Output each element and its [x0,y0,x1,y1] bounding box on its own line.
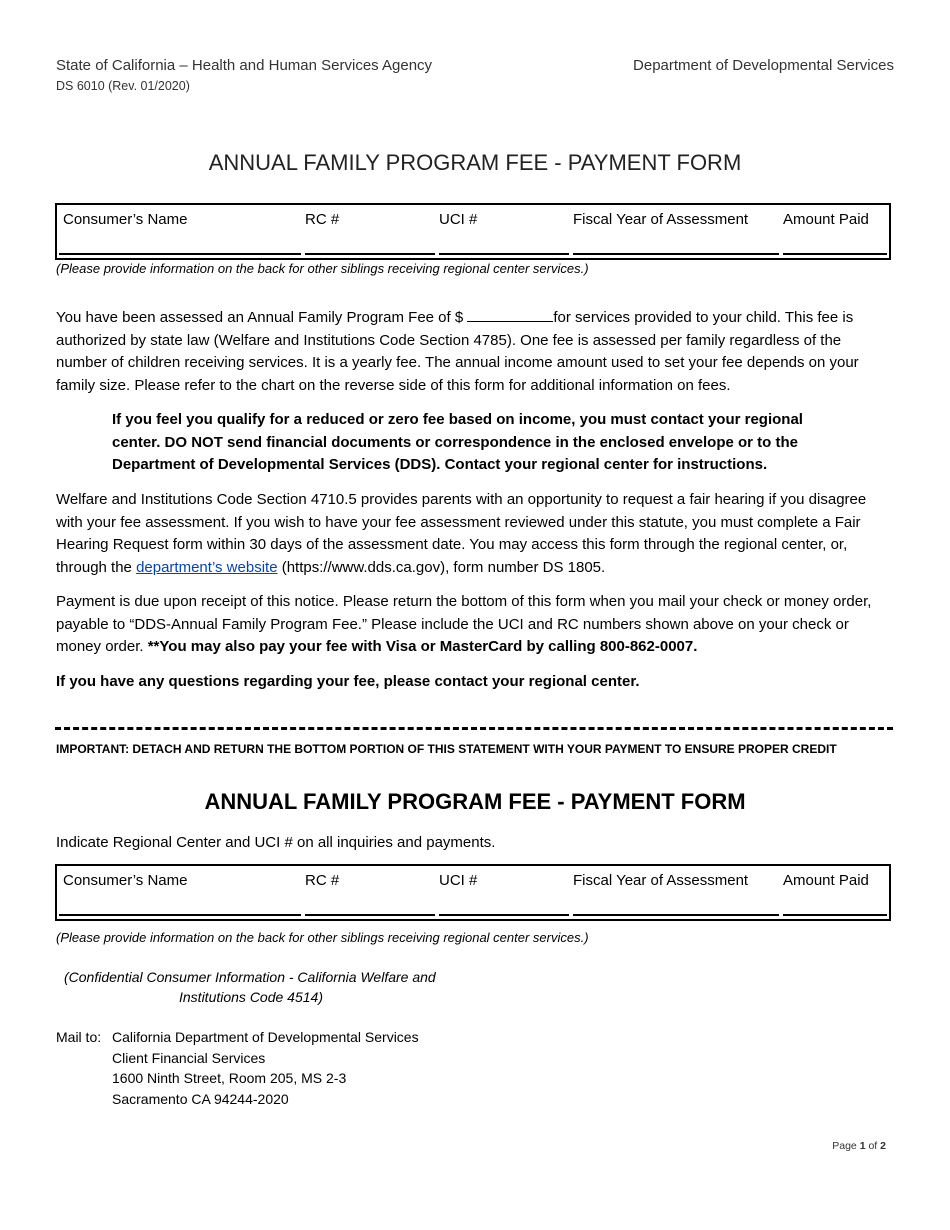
bottom-amount-paid-line [783,914,887,916]
bottom-form-table [55,864,891,921]
bottom-fiscal-year-column[interactable] [571,866,781,919]
amount-paid-column[interactable] [781,205,889,258]
fair-hearing-text: Welfare and Institutions Code Section 4710.5 provides parents with an opportunity to request a fair hearing if you disagree with your fee assessment. If you wish to have your fee assessment reviewed under this statute, you must complete a Fair Hearing Request form within 30 days of the assessment date. You may access this form through the regional center, or, through the [56,491,867,576]
payment-due-paragraph [56,591,892,659]
fair-hearing-end: (https://www.dds.ca.gov), form number DS 1805. [277,558,606,576]
bottom-rc-number-column[interactable] [303,866,437,919]
mail-address-line: Client Financial Services [112,1049,266,1066]
form-id: DS 6010 (Rev. 01/2020) [56,79,190,93]
department-name: Department of Developmental Services [633,57,894,74]
bottom-form-instruction: Indicate Regional Center and UCI # on all inquiries and payments. [56,834,496,851]
mail-address-line: California Department of Developmental Services [112,1029,419,1045]
bottom-fiscal-year-line [573,914,779,916]
top-form-title: ANNUAL FAMILY PROGRAM FEE - PAYMENT FORM [208,150,742,175]
page-current: 1 [859,1140,866,1152]
mail-to-label: Mail to: [56,1029,102,1045]
consumer-name-column[interactable] [57,205,303,258]
top-siblings-note: (Please provide information on the back for other siblings receiving regional center services.) [56,261,589,276]
fiscal-year-column[interactable] [571,205,781,258]
rc-number-column[interactable] [303,205,437,258]
uci-number-label: UCI # [439,211,478,228]
fee-paragraph-rest: for services provided to your child. This fee is authorized by state law (Welfare and Institutions Code Section 4785). One fee is assessed per family regardless of the number of children receiving services. It is a yearly fee. The annual income amount used to set your fee depends on your family size. Please refer to the chart on the reverse side of this form for additional information on fees. [56,309,859,394]
detach-dashed-line [55,727,893,730]
bottom-consumer-name-label: Consumer’s Name [63,872,188,889]
bottom-consumer-name-line [59,914,301,916]
bottom-uci-number-column[interactable] [437,866,571,919]
department-website-link[interactable]: department’s website [136,558,278,576]
page-word: Page [832,1140,857,1152]
fiscal-year-label: Fiscal Year of Assessment [573,211,749,228]
bottom-siblings-note: (Please provide information on the back for other siblings receiving regional center services.) [56,930,589,945]
top-form-table [55,203,891,260]
bottom-uci-number-label: UCI # [439,872,478,889]
card-payment-notice: **You may also pay your fee with Visa or MasterCard by calling 800-862-0007. [147,638,698,655]
bottom-consumer-name-column[interactable] [57,866,303,919]
bottom-amount-paid-label: Amount Paid [783,872,869,889]
confidential-line-1: (Confidential Consumer Information - California Welfare and [64,969,436,985]
reduced-fee-notice: If you feel you qualify for a reduced or zero fee based on income, you must contact your regional center. DO NOT send financial documents or correspondence in the enclosed envelope or to the Department of Developmental Services (DDS). Contact your regional center for instructions. [112,411,803,473]
page-of: of [868,1140,878,1152]
amount-paid-line [783,253,887,255]
questions-notice: If you have any questions regarding your fee, please contact your regional center. [56,673,640,690]
bottom-rc-number-label: RC # [305,872,340,889]
fiscal-year-line [573,253,779,255]
fee-assessment-paragraph [56,307,892,397]
bottom-uci-number-line [439,914,569,916]
fee-amount-blank[interactable] [467,307,553,322]
fee-paragraph-start: You have been assessed an Annual Family Program Fee of $ [56,309,468,326]
bottom-rc-number-line [305,914,435,916]
fair-hearing-paragraph [56,489,892,579]
mail-address-line: 1600 Ninth Street, Room 205, MS 2-3 [112,1070,347,1086]
payment-due-text: Payment is due upon receipt of this notice. Please return the bottom of this form when you mail your check or money order, payable to “DDS-Annual Family Program Fee.” Please include the UCI and RC numbers shown above on your check or money order. [56,593,872,655]
mail-address [112,1027,419,1109]
page-number [832,1140,886,1152]
uci-number-line [439,253,569,255]
confidential-line-2: Institutions Code 4514) [179,989,323,1005]
uci-number-column[interactable] [437,205,571,258]
bottom-form-title: ANNUAL FAMILY PROGRAM FEE - PAYMENT FORM [204,789,746,814]
bottom-fiscal-year-label: Fiscal Year of Assessment [573,872,749,889]
rc-number-line [305,253,435,255]
consumer-name-line [59,253,301,255]
mail-address-line: Sacramento CA 94244-2020 [112,1090,289,1107]
page-total: 2 [880,1140,886,1152]
consumer-name-label: Consumer’s Name [63,211,188,228]
bottom-amount-paid-column[interactable] [781,866,889,919]
agency-name: State of California – Health and Human Services Agency [56,57,433,74]
rc-number-label: RC # [305,211,340,228]
amount-paid-label: Amount Paid [783,211,869,228]
detach-notice: IMPORTANT: DETACH AND RETURN THE BOTTOM PORTION OF THIS STATEMENT WITH YOUR PAYMENT TO ENSURE PROPER CREDIT [56,742,837,756]
